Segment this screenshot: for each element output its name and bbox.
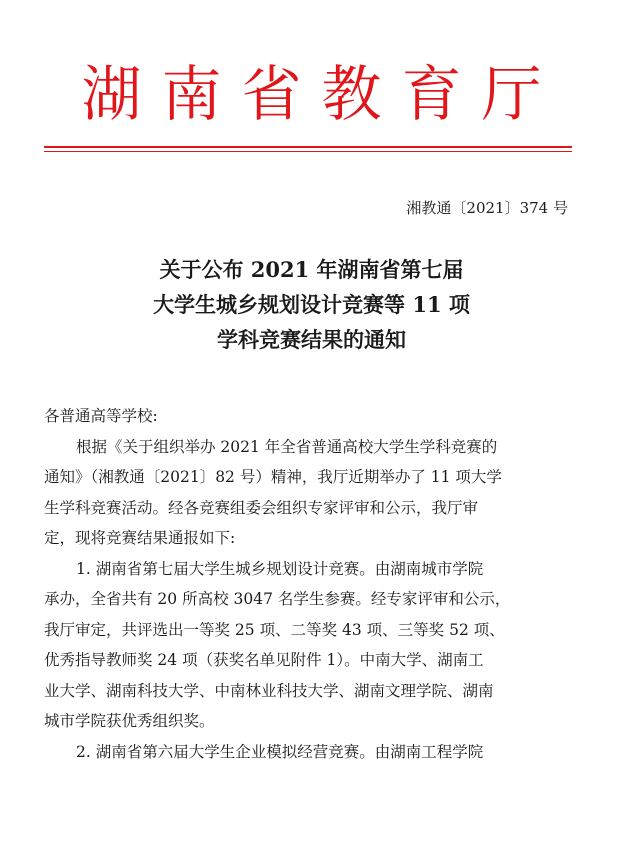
body-line: 业大学、湖南科技大学、中南林业科技大学、湖南文理学院、湖南 [44,681,494,700]
masthead-rule-thin [44,151,572,152]
title-line-1: 关于公布 2021 年湖南省第七届 [159,257,464,282]
body-line: 城市学院获优秀组织奖。 [44,712,215,730]
document-title [0,252,623,357]
body-line: 优秀指导教师奖 24 项（获奖名单见附件 1）。中南大学、湖南工 [44,651,484,669]
body-line: 根据《关于组织举办 2021 年全省普通高校大学生学科竞赛的 [76,437,498,456]
body-line: 通知》（湘教通〔2021〕82 号）精神，我厅近期举办了 11 项大学 [44,468,502,486]
document-number: 湘教通〔2021〕374 号 [406,199,568,217]
body-line: 承办，全省共有 20 所高校 3047 名学生参赛。经专家评审和公示， [44,590,511,608]
body-line: 定，现将竞赛结果通报如下: [44,529,236,547]
masthead-org-name: 湖南省教育厅 [81,60,562,130]
body-line: 生学科竞赛活动。经各竞赛组委会组织专家评审和公示，我厅审 [44,498,479,517]
masthead-rule-thick [44,146,572,148]
body-line: 我厅审定，共评选出一等奖 25 项、二等奖 43 项、三等奖 52 项、 [44,620,505,639]
document-body [44,401,574,767]
salutation: 各普通高等学校: [44,407,158,425]
title-line-2: 大学生城乡规划设计竞赛等 11 项 [153,292,470,317]
body-line: 2. 湖南省第六届大学生企业模拟经营竞赛。由湖南工程学院 [76,742,484,761]
body-line: 1. 湖南省第七届大学生城乡规划设计竞赛。由湖南城市学院 [76,559,484,578]
title-line-3: 学科竞赛结果的通知 [217,327,406,352]
